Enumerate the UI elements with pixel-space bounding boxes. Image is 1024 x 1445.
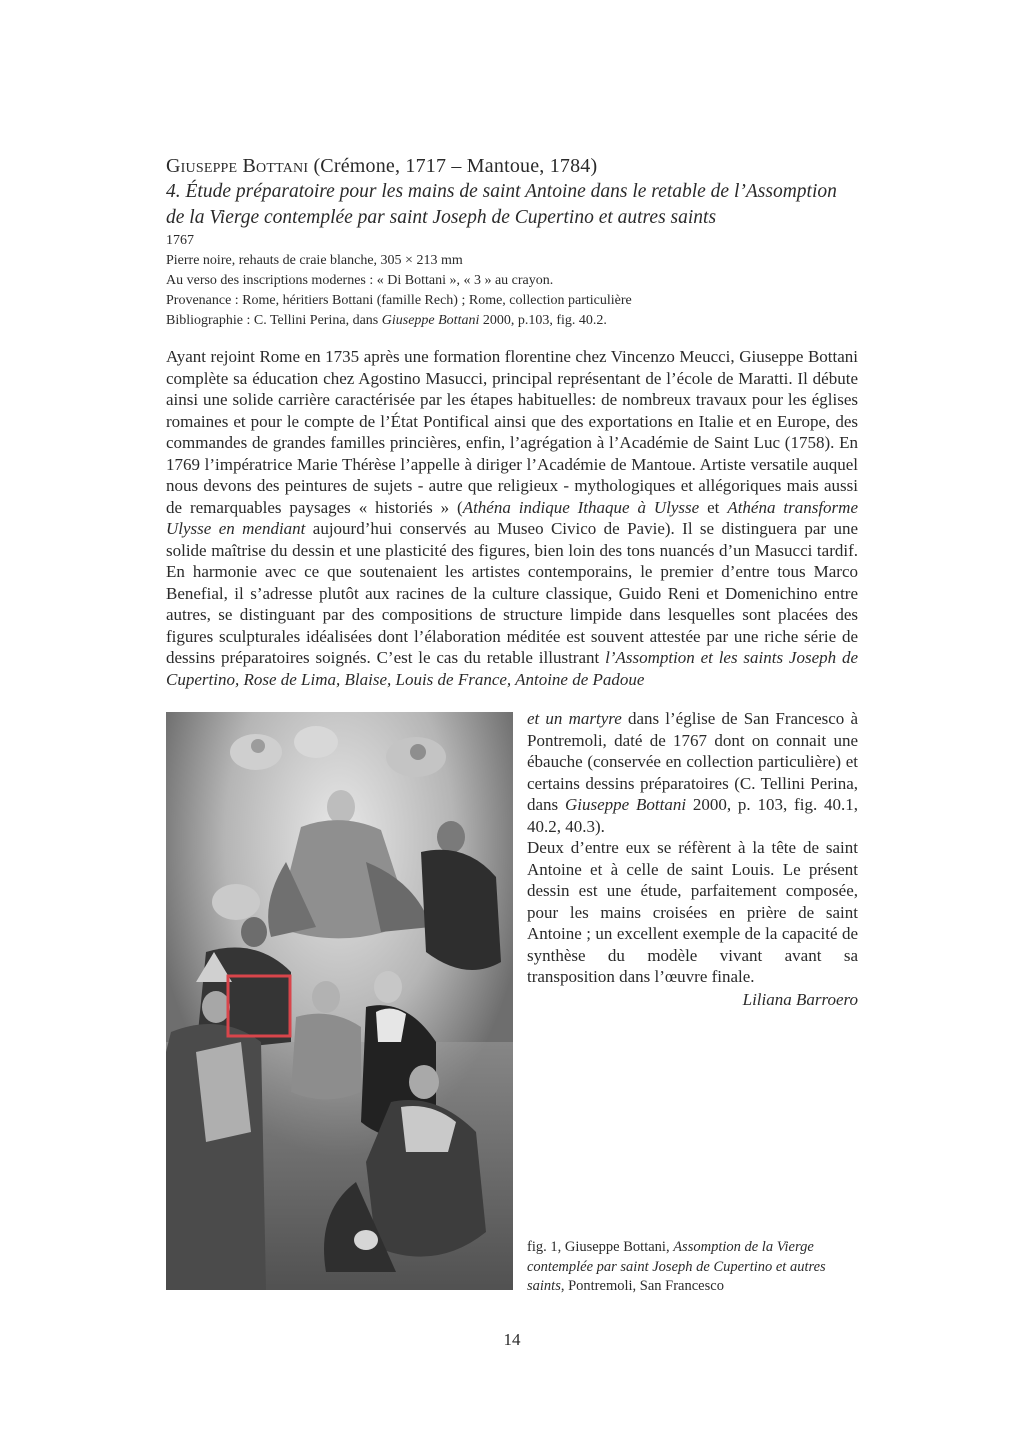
artist-last-initial: B (242, 155, 257, 177)
essay-text: Ayant rejoint Rome en 1735 après une formation florentine chez Vincenzo Meucci, Giuseppe Bottani complète sa éducation chez Agostino Masucci, principal représentant de l’école de Maratti. Il débute ainsi une solide carrière caractérisée par les étapes habituelles: de nombreux travaux pour les églises romaines et pour le compte de l’État Pontifical ainsi que des exportations en Italie et en Europe, des commandes de grandes familles princières, enfin, l’agrégation à l’Académie de Saint Luc (1758). En 1769 l’impératrice Marie Thérèse l’appelle à diriger l’Académie de Mantoue. Artiste versatile auquel nous devons des peintures de sujets - autre que religieux - mythologiques et allégoriques mais aussi de remarquables paysages « historiés » ( (166, 347, 858, 517)
artwork-provenance: Provenance : Rome, héritiers Bottani (famille Rech) ; Rome, collection particulière (166, 293, 632, 308)
artist-last-rest: ottani (256, 155, 309, 177)
essay-right-column (527, 708, 858, 988)
essay-text: 2000, p. 103, fig. 40.1, 40.2, 40.3). (527, 795, 858, 836)
artwork-metadata (166, 231, 866, 331)
author-signature: Liliana Barroero (742, 990, 858, 1009)
essay-italic-title: Athéna indique Ithaque à Ulysse (462, 497, 700, 517)
page-number: 14 (503, 1330, 521, 1349)
altarpiece-photograph (166, 712, 513, 1290)
artwork-medium: Pierre noire, rehauts de craie blanche, 305 × 213 mm (166, 253, 463, 268)
bibliography-title: Giuseppe Bottani (381, 313, 480, 328)
artwork-year: 1767 (166, 233, 194, 248)
bibliography-suffix: 2000, p.103, fig. 40.2. (479, 313, 607, 328)
catalogue-entry-header (166, 153, 866, 331)
artist-heading (166, 153, 866, 179)
essay-italic-title: Athéna transforme Ulysse en mendiant (166, 497, 858, 538)
essay-italic-title: Giuseppe Bottani (564, 795, 687, 814)
bibliography-prefix: Bibliographie : C. Tellini Perina, dans (166, 313, 382, 328)
essay-text: dans l’église de San Francesco à Pontremoli, daté de 1767 dont on connait une ébauche (conservée en collection particulière) et certains dessins préparatoires (C. Tellini Perina, dans (527, 709, 858, 814)
artwork-verso: Au verso des inscriptions modernes : « Di Bottani », « 3 » au crayon. (166, 273, 554, 288)
altarpiece-image (166, 712, 513, 1290)
essay-text: aujourd’hui conservés au Museo Civico de Pavie). Il se distinguera par une solide maîtrise du dessin et une plasticité des figures, bien loin des tons nuancés d’un Masucci tardif. En harmonie avec ce que soutenaient les artistes contemporains, le premier d’entre tous Marco Benefial, il s’adresse plutôt aux racines de la culture classique, Guido Reni et Domenichino entre autres, se distinguant par des compositions de structure limpide dans lesquelles sont placées des figures sculpturales idéalisées dont l’élaboration méditée est souvent attestée par une riche série de dessins préparatoires soignés. C’est le cas du retable illustrant (166, 519, 859, 667)
essay-italic-title: et un martyre (527, 709, 622, 728)
essay-paragraph-1 (166, 346, 858, 690)
essay-italic-title: l’Assomption et les saints Joseph de Cupertino, Rose de Lima, Blaise, Louis de France, Antoine de Padoue (166, 648, 858, 689)
artist-first-initial: G (166, 155, 181, 177)
artist-first-rest: iuseppe (180, 155, 238, 177)
caption-title: Assomption de la Vierge contemplée par saint Joseph de Cupertino et autres saints (527, 1239, 826, 1294)
artist-dates: (Crémone, 1717 – Mantoue, 1784) (313, 155, 598, 177)
artwork-title-line-2: de la Vierge contemplée par saint Joseph de Cupertino et autres saints (166, 207, 717, 228)
caption-suffix: , Pontremoli, San Francesco (560, 1278, 724, 1294)
essay-paragraph-2: Deux d’entre eux se réfèrent à la tête de saint Antoine et à celle de saint Louis. Le présent dessin est une étude, parfaitement composée, pour les mains croisées en prière de saint Antoine ; un excellent exemple de la capacité de synthèse du modèle vivant avant sa transposition dans l’œuvre finale. (527, 838, 858, 986)
caption-prefix: fig. 1, Giuseppe Bottani, (527, 1239, 674, 1255)
figure-caption (527, 1238, 857, 1297)
essay-text: et (699, 497, 728, 517)
artwork-title-line-1: 4. Étude préparatoire pour les mains de saint Antoine dans le retable de l’Assomption (166, 181, 837, 202)
artwork-bibliography (166, 311, 866, 331)
